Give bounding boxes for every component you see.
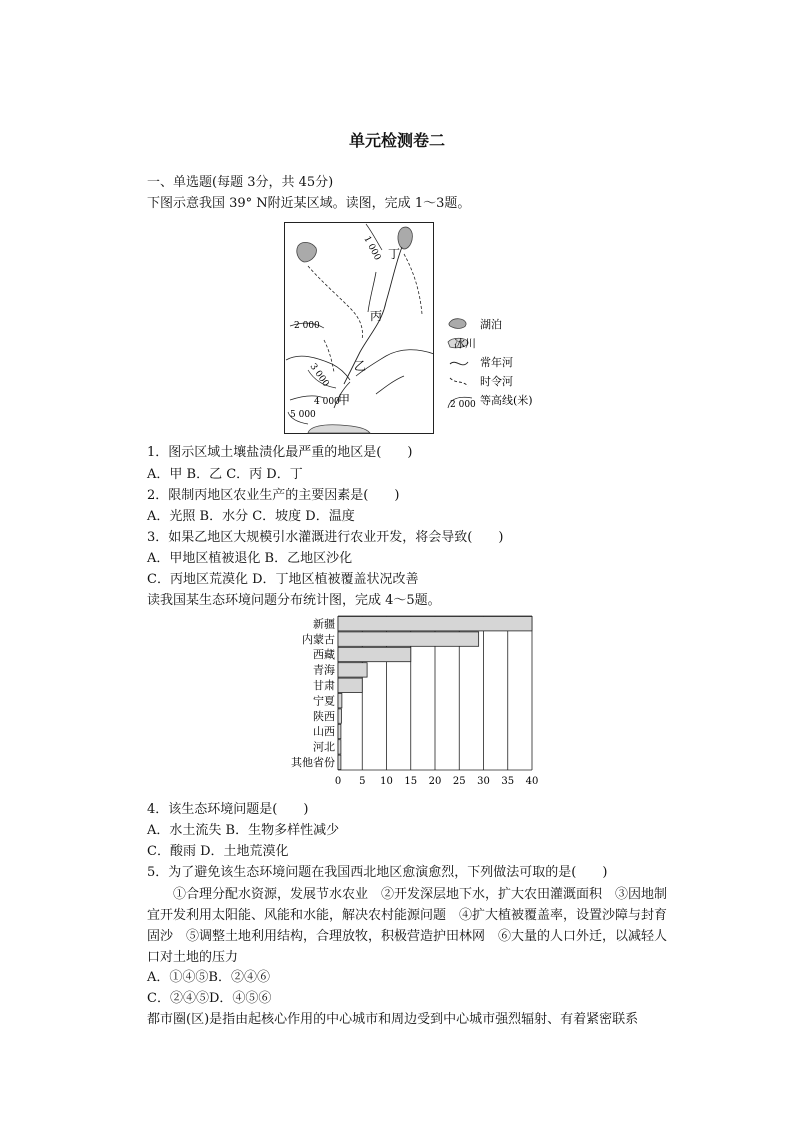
legend-contour-sample: 2 000 (450, 400, 476, 410)
question-5-body (147, 884, 675, 968)
category-label: 陕西 (313, 709, 335, 723)
x-tick-label: 20 (428, 776, 442, 787)
x-tick-label: 0 (334, 776, 342, 787)
contour-label-5000: 5 000 (290, 410, 316, 420)
question-4: 4．该生态环境问题是( ) (147, 802, 309, 817)
section-heading: 一、单选题(每题 3分，共 45分) (147, 175, 334, 190)
category-label: 甘肃 (313, 679, 335, 692)
region-map (284, 222, 434, 434)
question-1: 1．图示区域土壤盐渍化最严重的地区是( ) (147, 445, 413, 460)
question-5-text: ①合理分配水资源，发展节水农业 ②开发深层地下水，扩大农田灌溉面积 ③因地制宜开发利用太阳能、风能和水能，解决农村能源问题 ④扩大植被覆盖率，设置沙障与封育固沙 ⑤调整土地利用结构，合理放牧，积极营造护田林网 ⑥大量的人口外迁，以减轻人口对土地的压力 (147, 887, 668, 965)
x-tick-label: 30 (477, 776, 490, 787)
question-3: 3．如果乙地区大规模引水灌溉进行农业开发，将会导致( ) (147, 530, 504, 545)
question-4-options-b: C．酸雨 D．土地荒漠化 (147, 844, 289, 859)
category-label: 河北 (313, 740, 335, 754)
province-bar-chart (282, 612, 548, 790)
legend-lake-label: 湖泊 (480, 318, 502, 331)
map-intro: 下图示意我国 39° N附近某区域。读图，完成 1～3题。 (147, 196, 471, 211)
bar (338, 724, 341, 738)
question-5-options-b: C．②④⑤D．④⑤⑥ (147, 991, 272, 1006)
question-2-options: A．光照 B．水分 C．坡度 D．温度 (147, 509, 355, 524)
legend-glacier-label: 冰川 (454, 337, 476, 350)
question-3-options-a: A．甲地区植被退化 B．乙地区沙化 (147, 551, 353, 566)
question-4-options-a: A．水土流失 B．生物多样性减少 (147, 823, 340, 838)
bar (338, 617, 532, 631)
contour-label-3000: 3 000 (307, 361, 331, 389)
legend-lake-swatch (449, 319, 466, 329)
category-label: 新疆 (313, 617, 335, 631)
contour-label-2000: 2 000 (294, 321, 320, 331)
contour-label-4000: 4 000 (314, 397, 340, 407)
category-label: 宁夏 (313, 694, 335, 708)
category-label: 山西 (313, 725, 335, 739)
bar (338, 663, 367, 677)
legend-seasonal-label: 时令河 (480, 375, 513, 388)
bar (338, 678, 362, 692)
question-5: 5．为了避免该生态环境问题在我国西北地区愈演愈烈，下列做法可取的是( ) (147, 865, 608, 880)
question-5-options-a: A．①④⑤B．②④⑥ (147, 970, 270, 985)
x-tick-label: 40 (525, 776, 539, 787)
x-tick-label: 25 (452, 776, 466, 787)
bar (338, 647, 411, 661)
chart-intro: 读我国某生态环境问题分布统计图，完成 4～5题。 (147, 593, 441, 608)
label-yi: 乙 (354, 359, 367, 373)
category-label: 青海 (313, 663, 335, 677)
label-bing: 丙 (370, 309, 383, 323)
label-jia: 甲 (338, 393, 351, 407)
question-3-options-b: C．丙地区荒漠化 D．丁地区植被覆盖状况改善 (147, 572, 419, 587)
bar (338, 694, 342, 708)
bar (338, 632, 479, 646)
category-label: 西藏 (313, 648, 335, 662)
category-label: 内蒙古 (302, 632, 335, 646)
x-tick-label: 5 (359, 776, 366, 787)
x-tick-label: 15 (404, 776, 418, 787)
category-label: 其他省份 (291, 756, 335, 769)
x-tick-label: 35 (501, 776, 515, 787)
label-ding: 丁 (388, 247, 401, 261)
x-tick-label: 10 (380, 776, 393, 787)
question-1-options: A．甲 B．乙 C．丙 D．丁 (147, 467, 303, 482)
bar (338, 740, 341, 754)
legend-perennial-label: 常年河 (480, 356, 513, 369)
legend-perennial-swatch (450, 362, 468, 365)
bar (338, 755, 341, 769)
bar (338, 709, 341, 723)
page-title: 单元检测卷二 (348, 131, 445, 150)
map-legend (446, 314, 556, 410)
legend-seasonal-swatch (450, 378, 468, 386)
contour-label-1000: 1 000 (361, 234, 383, 263)
question-2: 2．限制丙地区农业生产的主要因素是( ) (147, 488, 400, 503)
next-passage: 都市圈(区)是指由起核心作用的中心城市和周边受到中心城市强烈辐射、有着紧密联系 (147, 1012, 639, 1027)
legend-contour-label: 等高线(米) (480, 394, 533, 407)
